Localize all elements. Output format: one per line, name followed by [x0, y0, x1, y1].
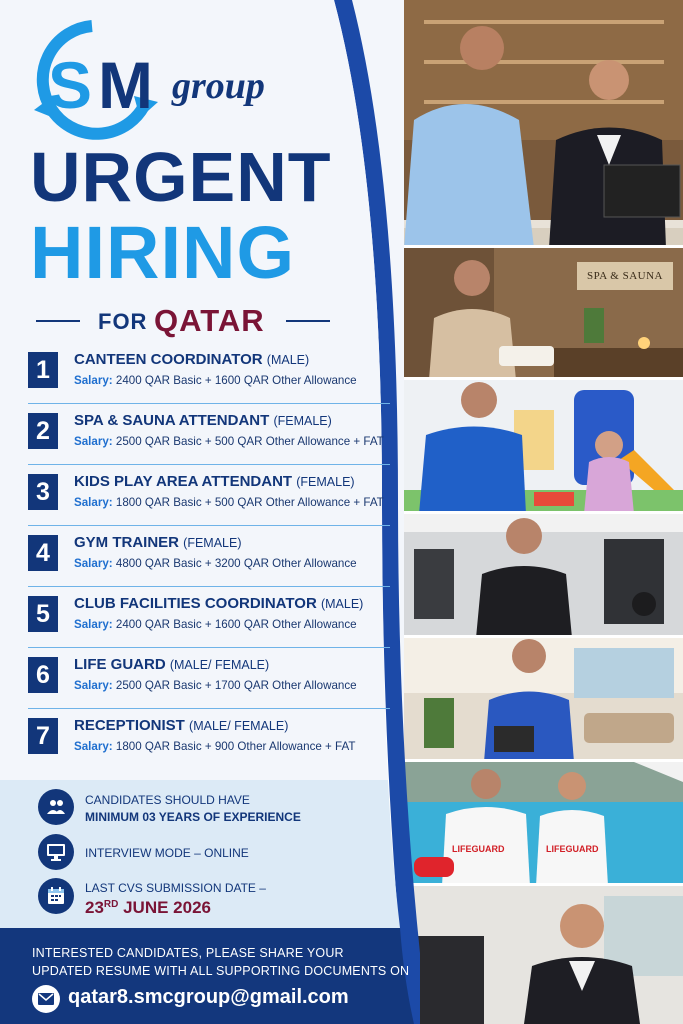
- deadline-label: LAST CVS SUBMISSION DATE –: [85, 881, 266, 895]
- job-item: [28, 468, 390, 526]
- photo-pool: [404, 762, 683, 886]
- job-salary: Salary: 4800 QAR Basic + 3200 QAR Other Allowance: [74, 557, 357, 570]
- job-title: LIFE GUARD (MALE/ FEMALE): [74, 656, 270, 673]
- photo-spa: [404, 248, 683, 380]
- job-number: 6: [28, 657, 58, 693]
- logo-letter-m: M: [98, 48, 153, 122]
- monitor-icon: [38, 834, 74, 870]
- job-salary: Salary: 2500 QAR Basic + 500 QAR Other Allowance + FAT: [74, 435, 384, 448]
- photo-reception: [404, 0, 683, 248]
- job-item: [28, 651, 390, 709]
- job-number: 2: [28, 413, 58, 449]
- spa-sign: SPA & SAUNA: [577, 262, 673, 290]
- divider-right: [286, 320, 330, 322]
- photo-kids-play: [404, 380, 683, 514]
- photo-club: [404, 638, 683, 762]
- photo-gym: [404, 514, 683, 638]
- job-item: [28, 529, 390, 587]
- job-number: 1: [28, 352, 58, 388]
- job-number: 3: [28, 474, 58, 510]
- lifeguard-shirt-right: LIFEGUARD: [546, 844, 599, 854]
- photo-column: [404, 0, 683, 1024]
- job-title: RECEPTIONIST (MALE/ FEMALE): [74, 717, 289, 734]
- contact-email[interactable]: qatar8.smcgroup@gmail.com: [68, 986, 349, 1008]
- headline-urgent: URGENT: [30, 138, 332, 216]
- job-title: SPA & SAUNA ATTENDANT (FEMALE): [74, 412, 332, 429]
- job-item: [28, 407, 390, 465]
- interview-text: INTERVIEW MODE – ONLINE: [85, 846, 249, 860]
- experience-line2: MINIMUM 03 YEARS OF EXPERIENCE: [85, 810, 301, 824]
- job-title: KIDS PLAY AREA ATTENDANT (FEMALE): [74, 473, 355, 490]
- job-salary: Salary: 1800 QAR Basic + 500 QAR Other Allowance + FAT: [74, 496, 384, 509]
- logo-word: group: [172, 65, 265, 107]
- photo-receptionist: [404, 886, 683, 1024]
- job-item: [28, 590, 390, 648]
- job-number: 7: [28, 718, 58, 754]
- lifeguard-shirt-left: LIFEGUARD: [452, 844, 505, 854]
- for-qatar-row: [30, 300, 330, 340]
- job-salary: Salary: 1800 QAR Basic + 900 Other Allowance + FAT: [74, 740, 356, 753]
- experience-requirement: [38, 789, 368, 829]
- job-number: 4: [28, 535, 58, 571]
- interview-mode: [38, 834, 368, 870]
- footer-line1: INTERESTED CANDIDATES, PLEASE SHARE YOUR: [32, 946, 344, 960]
- experience-line1: CANDIDATES SHOULD HAVE: [85, 793, 250, 807]
- logo-letter-s: S: [48, 48, 93, 122]
- calendar-icon: [38, 878, 74, 914]
- job-item: [28, 712, 390, 770]
- country-label: QATAR: [154, 303, 265, 338]
- job-salary: Salary: 2400 QAR Basic + 1600 QAR Other Allowance: [74, 374, 357, 387]
- job-number: 5: [28, 596, 58, 632]
- job-title: GYM TRAINER (FEMALE): [74, 534, 242, 551]
- deadline-date: 23RD JUNE 2026: [85, 898, 211, 917]
- sm-group-logo: [30, 18, 280, 140]
- job-title: CLUB FACILITIES COORDINATOR (MALE): [74, 595, 364, 612]
- footer-line2: UPDATED RESUME WITH ALL SUPPORTING DOCUMENTS ON: [32, 964, 410, 978]
- job-title: CANTEEN COORDINATOR (MALE): [74, 351, 310, 368]
- job-salary: Salary: 2500 QAR Basic + 1700 QAR Other Allowance: [74, 679, 357, 692]
- group-people-icon: [38, 789, 74, 825]
- envelope-icon: [32, 985, 60, 1013]
- job-salary: Salary: 2400 QAR Basic + 1600 QAR Other Allowance: [74, 618, 357, 631]
- job-item: [28, 346, 390, 404]
- for-label: FOR: [98, 309, 148, 334]
- divider-left: [36, 320, 80, 322]
- headline-hiring: HIRING: [30, 211, 295, 294]
